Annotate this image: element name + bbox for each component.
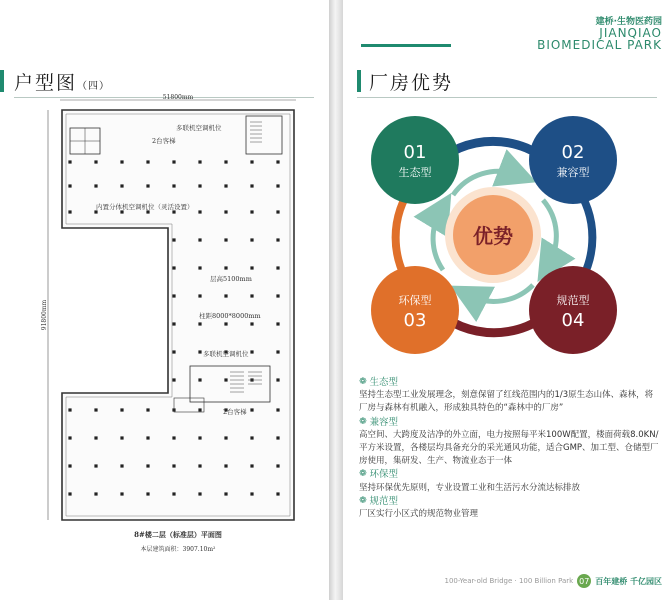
- park-header: [537, 14, 662, 52]
- column-marker: [68, 160, 71, 163]
- height-dimension-label: 91800mm: [41, 299, 48, 331]
- column-marker: [146, 436, 149, 439]
- advantage-descriptions: [359, 376, 659, 521]
- advantage-node-3: [371, 266, 459, 354]
- column-marker: [146, 464, 149, 467]
- desc-heading: 生态型: [369, 377, 399, 388]
- node-label: 生态型: [398, 166, 432, 179]
- desc-heading: 环保型: [369, 469, 399, 481]
- column-marker: [250, 294, 253, 297]
- column-marker: [94, 464, 97, 467]
- column-marker: [198, 492, 201, 495]
- column-marker: [224, 266, 227, 269]
- column-marker: [250, 160, 253, 163]
- column-marker: [224, 294, 227, 297]
- center-label: 优势: [473, 224, 513, 248]
- column-marker: [120, 408, 123, 411]
- indoor-ac-label: 内置分体机空调机位（灵活设置）: [96, 203, 194, 211]
- column-marker: [146, 408, 149, 411]
- column-marker: [224, 160, 227, 163]
- column-marker: [146, 160, 149, 163]
- title-rule: [357, 97, 657, 98]
- column-marker: [120, 160, 123, 163]
- column-marker: [172, 184, 175, 187]
- column-marker: [198, 266, 201, 269]
- column-marker: [146, 184, 149, 187]
- bullet-icon: ❁: [359, 495, 367, 506]
- column-marker: [172, 464, 175, 467]
- column-marker: [250, 238, 253, 241]
- column-marker: [198, 322, 201, 325]
- column-marker: [276, 350, 279, 353]
- column-marker: [224, 210, 227, 213]
- bullet-icon: ❁: [359, 469, 367, 480]
- desc-text: 厂区实行小区式的规范物业管理: [359, 509, 479, 520]
- column-marker: [224, 436, 227, 439]
- column-marker: [276, 184, 279, 187]
- column-marker: [276, 294, 279, 297]
- park-name-en-2: BIOMEDICAL PARK: [537, 38, 662, 52]
- column-marker: [172, 378, 175, 381]
- node-label: 兼容型: [556, 166, 590, 179]
- column-marker: [68, 464, 71, 467]
- elevator-label-top: 2台客梯: [152, 137, 176, 145]
- desc-text: 坚持环保优先原则，专业设置工业和生活污水分流达标排放: [359, 482, 581, 493]
- column-marker: [94, 408, 97, 411]
- page-number: 07: [577, 574, 591, 588]
- node-label: 规范型: [556, 294, 590, 307]
- column-marker: [276, 378, 279, 381]
- column-marker: [198, 238, 201, 241]
- desc-text: 高空间、大跨度及洁净的外立面，电力按照每平米100W配置，楼面荷载8.0KN/平方米设置，各楼层均具备充分的采光通风功能，适合GMP、加工型、仓储型厂房使用，集研发、生产、物流业态于一体: [359, 429, 659, 467]
- page-subtitle: （四）: [77, 81, 111, 92]
- plan-area: 本层建筑面积：3907.10m²: [140, 546, 216, 553]
- floor-height-label: 层高5100mm: [210, 275, 252, 283]
- column-marker: [250, 464, 253, 467]
- column-marker: [224, 184, 227, 187]
- column-marker: [250, 322, 253, 325]
- column-marker: [250, 184, 253, 187]
- advantage-node-4: [529, 266, 617, 354]
- column-marker: [68, 408, 71, 411]
- inner-arrow-bottom: [468, 285, 533, 301]
- column-marker: [68, 492, 71, 495]
- column-marker: [198, 436, 201, 439]
- column-marker: [120, 492, 123, 495]
- node-number: 01: [403, 142, 427, 163]
- title-accent-bar: [357, 70, 361, 92]
- column-marker: [198, 210, 201, 213]
- desc-item-4: [359, 495, 659, 521]
- column-marker: [68, 184, 71, 187]
- column-marker: [250, 266, 253, 269]
- column-marker: [146, 492, 149, 495]
- column-marker: [172, 238, 175, 241]
- advantage-diagram: [343, 105, 672, 365]
- book-gutter: [329, 0, 343, 600]
- park-name-en-1: JIANQIAO: [599, 26, 662, 40]
- node-number: 02: [561, 142, 585, 163]
- column-marker: [172, 294, 175, 297]
- column-marker: [120, 184, 123, 187]
- column-marker: [94, 492, 97, 495]
- column-marker: [94, 160, 97, 163]
- left-page: [0, 0, 329, 600]
- column-marker: [172, 436, 175, 439]
- column-marker: [250, 492, 253, 495]
- column-marker: [250, 210, 253, 213]
- footer-slogan: 百年建桥 千亿园区: [595, 576, 662, 586]
- column-marker: [198, 294, 201, 297]
- column-marker: [198, 184, 201, 187]
- park-name-cn: 建桥·生物医药园: [595, 17, 662, 27]
- column-marker: [224, 238, 227, 241]
- column-marker: [276, 492, 279, 495]
- elevator-label-bottom: 2台客梯: [223, 408, 247, 416]
- column-marker: [250, 408, 253, 411]
- header-accent-line: [361, 44, 451, 47]
- column-marker: [276, 436, 279, 439]
- node-label: 环保型: [398, 294, 432, 307]
- column-marker: [120, 436, 123, 439]
- column-marker: [276, 160, 279, 163]
- column-marker: [172, 322, 175, 325]
- column-marker: [276, 408, 279, 411]
- width-dimension-label: 51800mm: [162, 94, 194, 101]
- desc-item-3: [359, 468, 659, 494]
- column-marker: [250, 350, 253, 353]
- right-page: [343, 0, 672, 600]
- footer-tagline: 100-Year-old Bridge · 100 Billion Park: [444, 577, 574, 585]
- column-marker: [172, 492, 175, 495]
- column-marker: [276, 238, 279, 241]
- column-spacing-label: 柱距8000*8000mm: [199, 312, 261, 320]
- column-marker: [224, 464, 227, 467]
- column-marker: [250, 436, 253, 439]
- inner-arrow-right: [543, 200, 556, 265]
- column-marker: [224, 322, 227, 325]
- desc-item-2: [359, 416, 659, 469]
- ac-label-top: 多联机空调机位: [176, 124, 222, 132]
- column-marker: [120, 464, 123, 467]
- node-number: 04: [561, 310, 585, 331]
- column-marker: [172, 350, 175, 353]
- column-marker: [198, 160, 201, 163]
- column-marker: [224, 492, 227, 495]
- floor-plan: [0, 0, 329, 600]
- desc-text: 坚持生态型工业发展理念，刻意保留了红线范围内的1/3原生态山体、森林，将厂房与森林有机融入，形成独具特色的“森林中的厂房”: [359, 390, 654, 414]
- desc-item-1: [359, 376, 659, 416]
- column-marker: [68, 210, 71, 213]
- desc-heading: 兼容型: [369, 416, 399, 428]
- column-marker: [276, 266, 279, 269]
- column-marker: [172, 266, 175, 269]
- node-number: 03: [403, 310, 427, 331]
- column-marker: [94, 184, 97, 187]
- column-marker: [198, 464, 201, 467]
- column-marker: [276, 322, 279, 325]
- column-marker: [172, 160, 175, 163]
- column-marker: [198, 408, 201, 411]
- column-marker: [94, 436, 97, 439]
- plan-caption: 8#楼二层（标准层）平面图: [134, 530, 222, 539]
- page-footer: [444, 574, 662, 588]
- column-marker: [198, 378, 201, 381]
- section-title: 厂房优势: [369, 72, 454, 94]
- page-title-text: 户型图: [14, 72, 78, 94]
- desc-heading: 规范型: [369, 495, 399, 507]
- column-marker: [198, 350, 201, 353]
- bullet-icon: ❁: [359, 416, 367, 427]
- bullet-icon: ❁: [359, 377, 367, 387]
- column-marker: [276, 210, 279, 213]
- column-marker: [276, 464, 279, 467]
- column-marker: [68, 436, 71, 439]
- ac-label-bottom: 多联机空调机位: [203, 350, 249, 358]
- advantage-node-1: [371, 116, 459, 204]
- column-marker: [224, 378, 227, 381]
- inner-arrow-left: [433, 210, 443, 270]
- advantage-node-2: [529, 116, 617, 204]
